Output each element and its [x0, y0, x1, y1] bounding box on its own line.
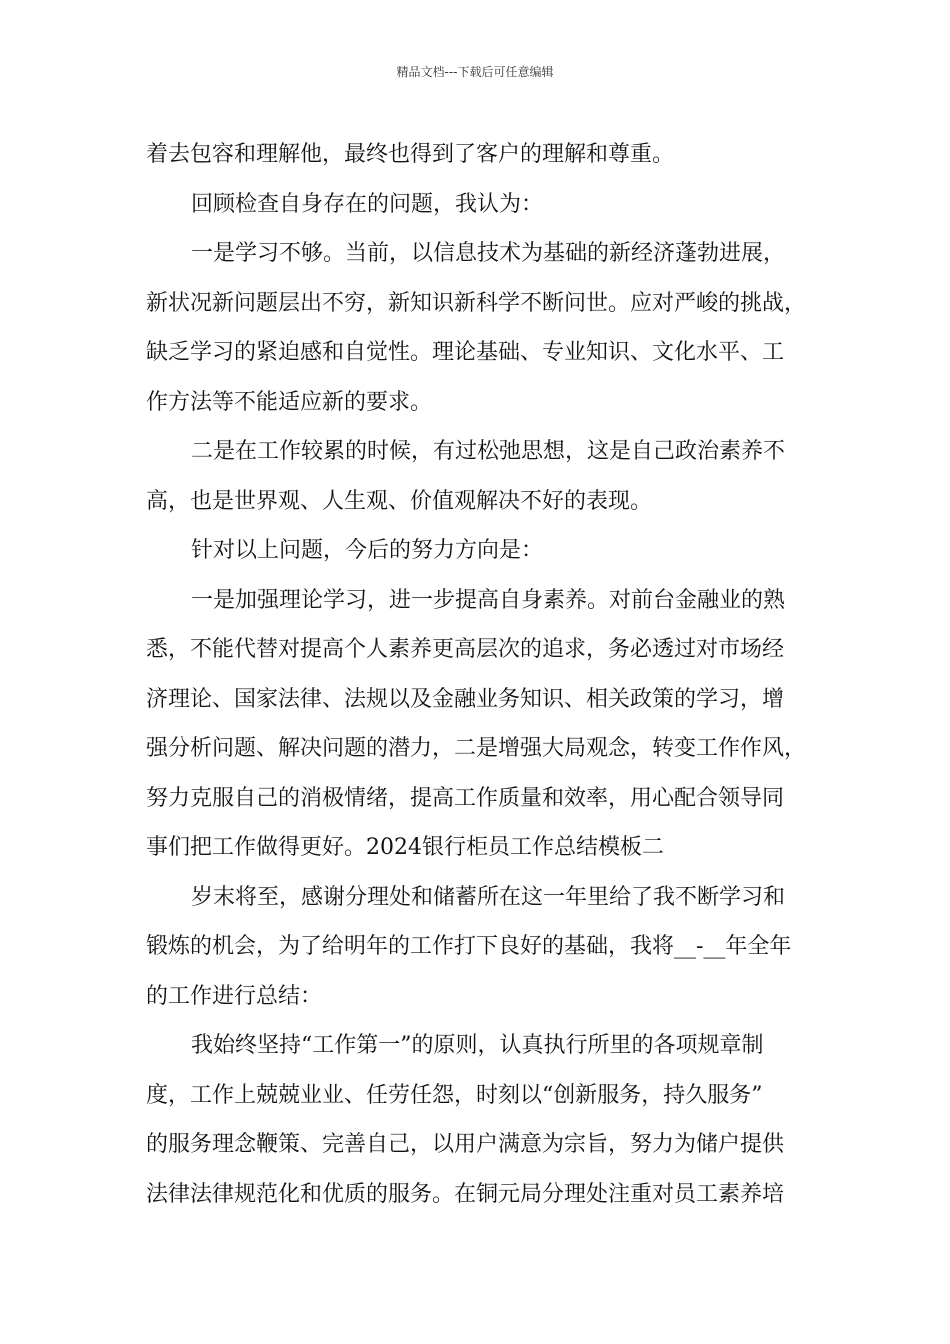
- text-line: 事们把工作做得更好。2024银行柜员工作总结模板二: [146, 835, 664, 860]
- text-line: 的工作进行总结：: [146, 983, 323, 1009]
- page-header: 精品文档---下载后可任意编辑: [396, 65, 554, 79]
- text-line: 着去包容和理解他，最终也得到了客户的理解和尊重。: [146, 142, 675, 167]
- text-line: 锻炼的机会，为了给明年的工作打下良好的基础，我将__-__年全年: [146, 934, 792, 959]
- text-line: 济理论、国家法律、法规以及金融业务知识、相关政策的学习，增: [146, 686, 785, 712]
- text-line: 法律法律规范化和优质的服务。在铜元局分理处注重对员工素养培: [146, 1181, 785, 1207]
- text-line: 的服务理念鞭策、完善自己，以用户满意为宗旨，努力为储户提供: [146, 1132, 785, 1157]
- text-line: 作方法等不能适应新的要求。: [146, 389, 433, 415]
- text-line: 一是学习不够。当前，以信息技术为基础的新经济蓬勃进展，: [191, 241, 786, 266]
- text-line: 缺乏学习的紧迫感和自觉性。理论基础、专业知识、文化水平、工: [146, 340, 785, 365]
- text-line: 一是加强理论学习，进一步提高自身素养。对前台金融业的熟: [191, 587, 786, 613]
- text-line: 努力克服自己的消极情绪，提高工作质量和效率，用心配合领导同: [146, 785, 785, 811]
- document-body: [146, 130, 812, 1219]
- text-line: 度，工作上兢兢业业、任劳任怨，时刻以“创新服务，持久服务”: [146, 1082, 763, 1108]
- text-line: 二是在工作较累的时候，有过松弛思想，这是自己政治素养不: [191, 439, 786, 464]
- text-line: 强分析问题、解决问题的潜力，二是增强大局观念，转变工作作风，: [146, 736, 807, 761]
- text-line: 新状况新问题层出不穷，新知识新科学不断问世。应对严峻的挑战，: [146, 290, 807, 316]
- text-line: 针对以上问题，今后的努力方向是：: [191, 538, 544, 563]
- text-line: 我始终坚持“工作第一”的原则，认真执行所里的各项规章制: [191, 1033, 764, 1058]
- text-line: 岁末将至，感谢分理处和储蓄所在这一年里给了我不断学习和: [191, 884, 786, 910]
- text-line: 回顾检查自身存在的问题，我认为：: [191, 191, 544, 217]
- text-line: 悉，不能代替对提高个人素养更高层次的追求，务必透过对市场经: [146, 637, 785, 662]
- text-line: 高，也是世界观、人生观、价值观解决不好的表现。: [146, 488, 653, 514]
